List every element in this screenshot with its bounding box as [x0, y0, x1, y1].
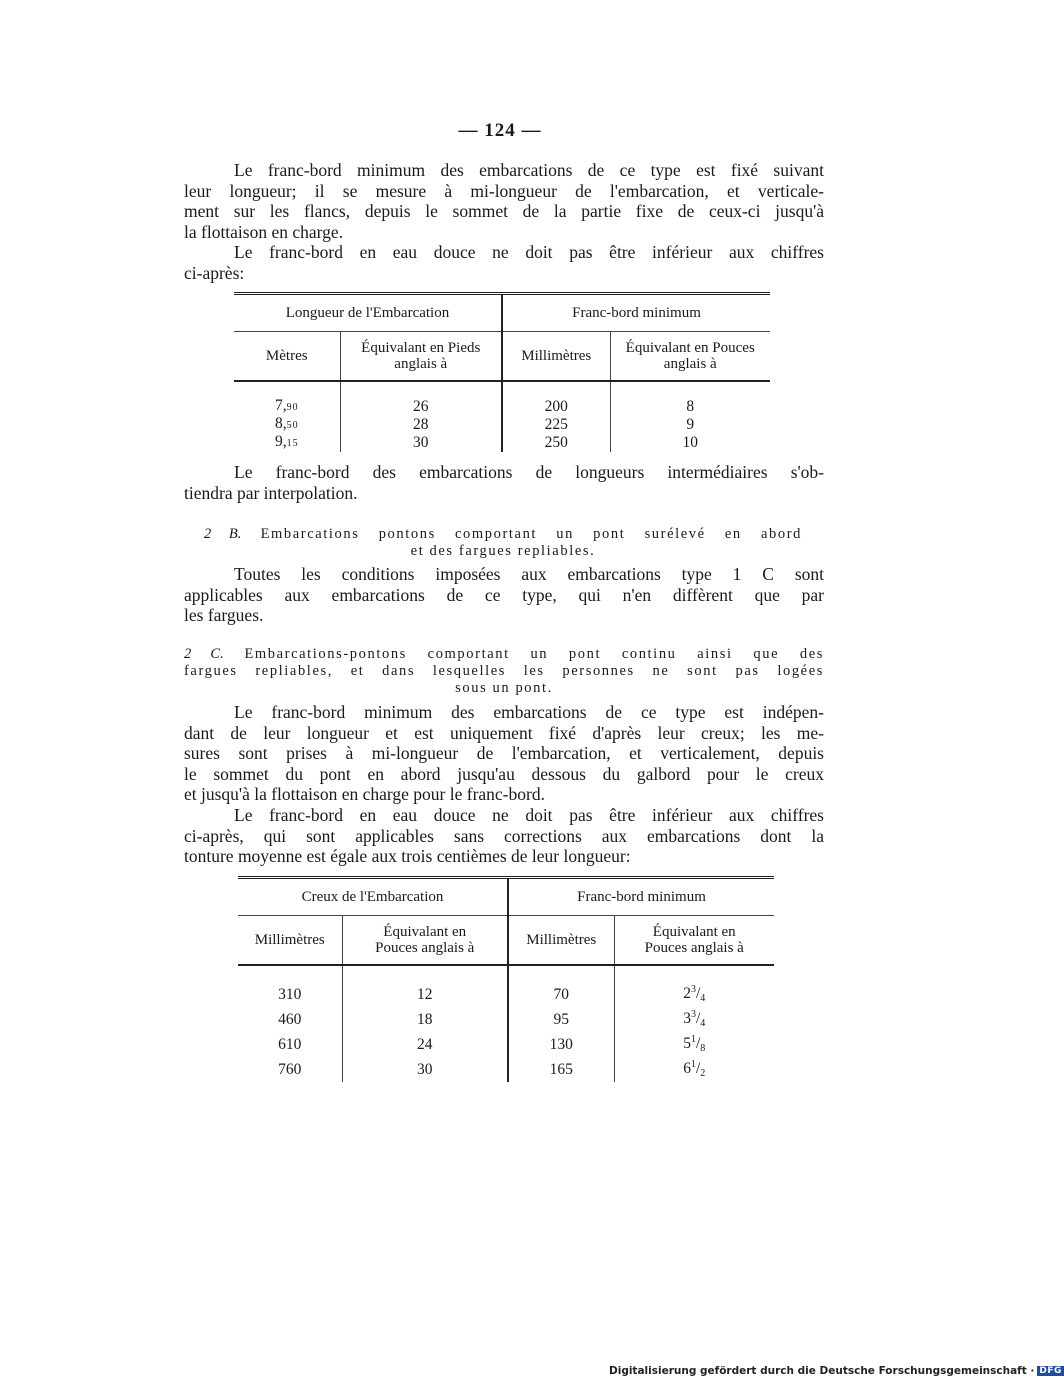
table-cell: 26	[340, 398, 502, 416]
table-cell: $3^3/_4$	[683, 1009, 706, 1029]
section-heading-line: 2 B. Embarcations pontons comportant un pont surélevé en abord	[204, 526, 802, 542]
table-row	[238, 982, 774, 1007]
table-cell: $2^3/_4$	[683, 984, 706, 1004]
table-cell: 250	[502, 434, 610, 452]
table-cell: 9	[686, 416, 695, 433]
table-row	[234, 434, 770, 452]
section-heading-line: et des fargues repliables.	[410, 543, 596, 559]
dfg-logo: DFG	[1039, 1366, 1062, 1376]
table-cell: 460	[238, 1007, 342, 1032]
paragraph-4	[184, 564, 824, 626]
text-line: le sommet du pont en abord jusqu'au dessous du galbord pour le creux	[184, 763, 824, 784]
text-line: Le franc-bord en eau douce ne doit pas être inférieur aux chiffres	[234, 805, 824, 825]
column-header	[614, 916, 774, 966]
column-header	[340, 332, 502, 382]
text-line: applicables aux embarcations de ce type, qui n'en diffèrent que par	[184, 584, 824, 605]
column-header-line: Équivalant en Pieds	[361, 340, 481, 356]
table-group-header: Franc-bord minimum	[502, 294, 770, 332]
text-line: tonture moyenne est égale aux trois centièmes de leur longueur:	[184, 846, 631, 866]
table-cell: 165	[508, 1057, 614, 1082]
table-cell: 28	[340, 416, 502, 434]
section-number: 2 B.	[204, 526, 242, 542]
column-header-line: Équivalant en	[652, 924, 736, 940]
text-line: dant de leur longueur et est uniquement fixé d'après leur creux; les me-	[184, 722, 824, 743]
text-line: la flottaison en charge.	[184, 221, 344, 242]
table-cell: 30	[340, 434, 502, 452]
text-line: sures sont prises à mi-longueur de l'embarcation, et verticalement, depuis	[184, 743, 824, 763]
paragraph-6	[184, 805, 824, 867]
column-header	[610, 332, 770, 382]
text-line: leur longueur; il se mesure à mi-longueur de l'embarcation, et verticale-	[184, 180, 824, 201]
page-number: — 124 —	[458, 120, 542, 141]
text-line: ment sur les flancs, depuis le sommet de la partie fixe de ceux-ci jusqu'à	[184, 201, 824, 221]
section-number: 2 C.	[184, 646, 224, 662]
column-header-line: Équivalant en Pouces	[625, 340, 755, 356]
text-line: ci-après:	[184, 262, 245, 283]
table-cell: 610	[238, 1032, 342, 1057]
section-heading-line: 2 C. Embarcations-pontons comportant un pont continu ainsi que des	[184, 646, 825, 662]
column-header: Millimètres	[502, 332, 610, 382]
section-heading-2c	[184, 646, 824, 697]
table-group-header: Creux de l'Embarcation	[238, 878, 508, 916]
paragraph-5	[184, 702, 824, 805]
text-line: et jusqu'à la flottaison en charge pour le franc-bord.	[184, 784, 545, 804]
table-cell: 10	[682, 434, 698, 451]
text-line: les fargues.	[184, 605, 264, 625]
table-cell: 310	[238, 982, 342, 1007]
table-cell: 9,15	[234, 434, 340, 452]
column-header-line: Équivalant en	[383, 924, 467, 940]
table-cell: 70	[508, 982, 614, 1007]
table-group-header: Franc-bord minimum	[508, 878, 774, 916]
digitization-credit	[609, 1365, 1064, 1377]
credit-text: Digitalisierung gefördert durch die Deutsche Forschungsgemeinschaft ·	[609, 1365, 1035, 1377]
table-row	[238, 1057, 774, 1082]
table-row	[234, 416, 770, 434]
table-cell: 225	[502, 416, 610, 434]
text-line: Le franc-bord minimum des embarcations de ce type est indépen-	[234, 702, 824, 722]
table-cell: 760	[238, 1057, 342, 1082]
table-cell: 30	[342, 1057, 508, 1082]
table-row	[234, 398, 770, 416]
table-cell: 8	[686, 398, 695, 415]
table-group-header: Longueur de l'Embarcation	[234, 294, 502, 332]
section-heading-line: sous un pont.	[455, 680, 553, 696]
column-header	[342, 916, 508, 966]
text-line: tiendra par interpolation.	[184, 482, 358, 503]
table-cell: 95	[508, 1007, 614, 1032]
table-row	[238, 1007, 774, 1032]
column-header: Mètres	[234, 332, 340, 382]
section-heading-line: fargues repliables, et dans lesquelles les personnes ne sont pas logées	[184, 663, 824, 679]
table-cell: 8,50	[234, 416, 340, 434]
section-heading-2b	[204, 526, 802, 560]
table-cell: 130	[508, 1032, 614, 1057]
freeboard-depth-table	[238, 876, 774, 1082]
text-line: Le franc-bord minimum des embarcations de ce type est fixé suivant	[234, 160, 824, 180]
table-cell: 12	[342, 982, 508, 1007]
table-cell: 200	[502, 398, 610, 416]
table-cell: $5^1/_8$	[683, 1034, 706, 1054]
paragraph-1	[184, 160, 824, 242]
paragraph-2	[184, 242, 824, 283]
table-cell: 7,90	[234, 398, 340, 416]
column-header: Millimètres	[508, 916, 614, 966]
freeboard-length-table	[234, 292, 770, 452]
table-cell: $6^1/_2$	[683, 1059, 706, 1079]
text-line: Le franc-bord en eau douce ne doit pas être inférieur aux chiffres	[234, 242, 824, 262]
table-cell: 24	[342, 1032, 508, 1057]
text-line: Toutes les conditions imposées aux embarcations type 1 C sont	[234, 564, 824, 584]
column-header-line: anglais à	[394, 356, 448, 372]
column-header-line: Pouces anglais à	[375, 940, 475, 956]
table-cell: 18	[342, 1007, 508, 1032]
paragraph-3	[184, 462, 824, 503]
column-header-line: anglais à	[663, 356, 717, 372]
text-line: Le franc-bord des embarcations de longueurs intermédiaires s'ob-	[234, 462, 824, 482]
column-header: Millimètres	[238, 916, 342, 966]
text-line: ci-après, qui sont applicables sans corrections aux embarcations dont la	[184, 825, 824, 846]
column-header-line: Pouces anglais à	[644, 940, 744, 956]
table-row	[238, 1032, 774, 1057]
